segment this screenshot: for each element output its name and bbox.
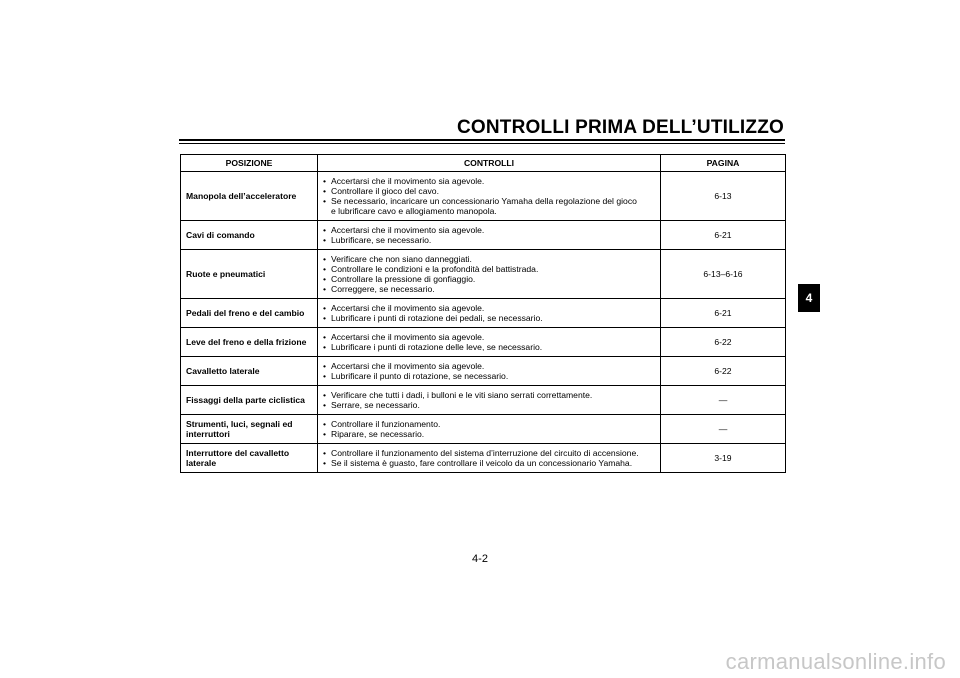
- table-row: [181, 357, 786, 386]
- cell-page: —: [661, 415, 786, 444]
- cell-page: 6-13: [661, 172, 786, 221]
- cell-position: Ruote e pneumatici: [181, 250, 318, 299]
- control-item: • Accertarsi che il movimento sia agevole.: [323, 176, 656, 186]
- cell-page: 6-22: [661, 328, 786, 357]
- title-rule: [179, 139, 785, 141]
- column-header-controls: CONTROLLI: [318, 155, 661, 172]
- cell-position: Pedali del freno e del cambio: [181, 299, 318, 328]
- table-row: [181, 386, 786, 415]
- control-item: • Controllare il funzionamento del sistema d’interruzione del circuito di accensione.: [323, 448, 656, 458]
- column-header-page: PAGINA: [661, 155, 786, 172]
- control-item: • Controllare la pressione di gonfiaggio.: [323, 274, 656, 284]
- control-item: • Accertarsi che il movimento sia agevole.: [323, 332, 656, 342]
- cell-controls: [318, 328, 661, 357]
- pre-operation-checks-table: [180, 154, 786, 473]
- control-item: • Accertarsi che il movimento sia agevole.: [323, 225, 656, 235]
- cell-controls: [318, 444, 661, 473]
- control-item: • Controllare il gioco del cavo.: [323, 186, 656, 196]
- table-row: [181, 221, 786, 250]
- table-body: [181, 172, 786, 473]
- table-row: [181, 444, 786, 473]
- cell-page: 6-22: [661, 357, 786, 386]
- table-row: [181, 250, 786, 299]
- table-header-row: [181, 155, 786, 172]
- control-item: • Se necessario, incaricare un concessionario Yamaha della regolazione del gioco: [323, 196, 656, 206]
- control-item: • Correggere, se necessario.: [323, 284, 656, 294]
- control-item: • Se il sistema è guasto, fare controllare il veicolo da un concessionario Yamaha.: [323, 458, 656, 468]
- control-item: • Serrare, se necessario.: [323, 400, 656, 410]
- control-item: • Verificare che non siano danneggiati.: [323, 254, 656, 264]
- cell-position: Interruttore del cavalletto laterale: [181, 444, 318, 473]
- chapter-tab[interactable]: 4: [798, 284, 820, 312]
- cell-page: 6-21: [661, 221, 786, 250]
- page-number: 4-2: [472, 553, 488, 565]
- cell-page: 6-13–6-16: [661, 250, 786, 299]
- cell-controls: [318, 415, 661, 444]
- control-item: • Riparare, se necessario.: [323, 429, 656, 439]
- column-header-position: POSIZIONE: [181, 155, 318, 172]
- page-title: CONTROLLI PRIMA DELL’UTILIZZO: [456, 117, 784, 138]
- cell-position: Cavi di comando: [181, 221, 318, 250]
- table-row: [181, 415, 786, 444]
- title-rule-thin: [179, 143, 785, 144]
- table-row: [181, 328, 786, 357]
- control-item: • Verificare che tutti i dadi, i bulloni e le viti siano serrati correttamente.: [323, 390, 656, 400]
- control-item: • Accertarsi che il movimento sia agevole.: [323, 361, 656, 371]
- cell-position: Manopola dell’acceleratore: [181, 172, 318, 221]
- cell-position: Fissaggi della parte ciclistica: [181, 386, 318, 415]
- cell-controls: [318, 172, 661, 221]
- control-item: • Lubrificare il punto di rotazione, se necessario.: [323, 371, 656, 381]
- control-item: • Lubrificare, se necessario.: [323, 235, 656, 245]
- control-item: • Accertarsi che il movimento sia agevole.: [323, 303, 656, 313]
- cell-controls: [318, 250, 661, 299]
- control-item-continuation: e lubrificare cavo e allogiamento manopola.: [331, 206, 497, 216]
- cell-page: 3-19: [661, 444, 786, 473]
- cell-controls: [318, 386, 661, 415]
- cell-controls: [318, 299, 661, 328]
- control-item: • Controllare il funzionamento.: [323, 419, 656, 429]
- cell-page: 6-21: [661, 299, 786, 328]
- control-item: • Controllare le condizioni e la profondità del battistrada.: [323, 264, 656, 274]
- cell-controls: [318, 357, 661, 386]
- control-item: • Lubrificare i punti di rotazione dei pedali, se necessario.: [323, 313, 656, 323]
- table-row: [181, 299, 786, 328]
- cell-position: Cavalletto laterale: [181, 357, 318, 386]
- control-item: • Lubrificare i punti di rotazione delle leve, se necessario.: [323, 342, 656, 352]
- cell-position: Leve del freno e della frizione: [181, 328, 318, 357]
- cell-position: Strumenti, luci, segnali ed interruttori: [181, 415, 318, 444]
- cell-page: —: [661, 386, 786, 415]
- cell-controls: [318, 221, 661, 250]
- table-row: [181, 172, 786, 221]
- watermark: carmanualsonline.info: [725, 649, 946, 674]
